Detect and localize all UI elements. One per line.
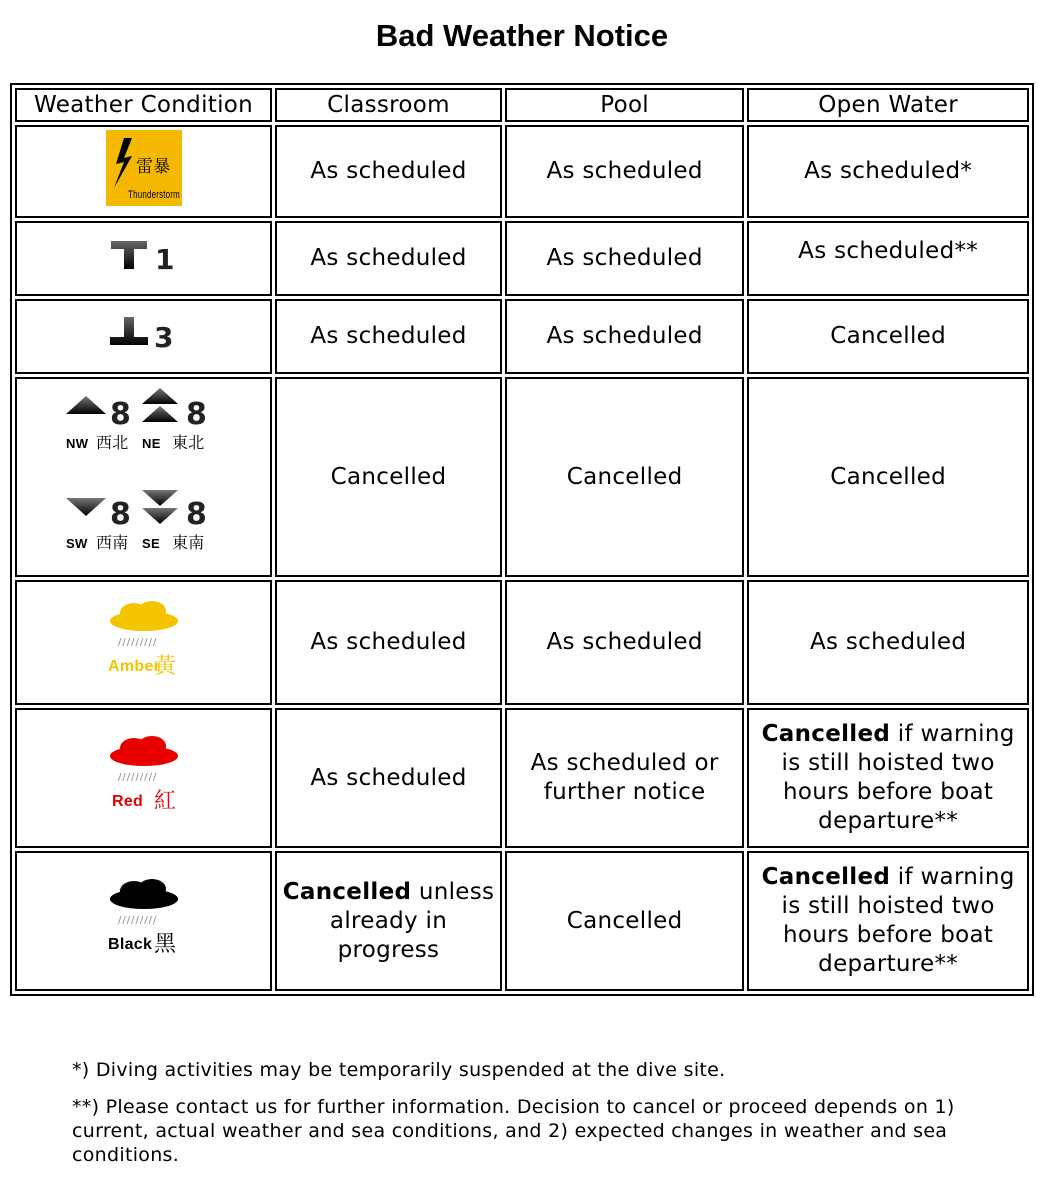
- signal-8-number: 8: [109, 496, 131, 532]
- table-row: [15, 221, 1029, 296]
- sw-triangle-icon: [66, 498, 106, 516]
- table-row: [15, 299, 1029, 374]
- signal-3-icon: [108, 315, 180, 354]
- open-water-cell: [747, 851, 1029, 991]
- black-en-label: Black: [107, 936, 152, 953]
- open-water-cell: [747, 708, 1029, 848]
- table-row: [15, 708, 1029, 848]
- svg-text://///////: /////////: [117, 636, 157, 648]
- amber-en-label: Amber: [107, 657, 160, 675]
- condition-cell: [15, 377, 272, 577]
- condition-text: departure**: [818, 951, 959, 977]
- ne-cn-label: 東北: [171, 432, 205, 452]
- classroom-cell: As scheduled: [275, 125, 502, 218]
- table-row: [15, 125, 1029, 218]
- signal-1-number: 1: [154, 242, 175, 276]
- signal-8-number: 8: [185, 496, 207, 532]
- se-label: SE: [141, 535, 160, 551]
- amber-cn-label: 黃: [153, 653, 176, 679]
- pool-cell: As scheduled: [505, 221, 744, 296]
- condition-cell: [15, 708, 272, 848]
- nw-label: NW: [65, 435, 88, 451]
- svg-text://///////: /////////: [117, 772, 157, 783]
- thunderstorm-en-label: Thunderstorm: [127, 188, 180, 201]
- open-water-cell: As scheduled*: [747, 125, 1029, 218]
- condition-text: hours before boat: [783, 779, 994, 805]
- footnote-1: *) Diving activities may be temporarily suspended at the dive site.: [72, 1059, 726, 1081]
- thunderstorm-warning-icon: [106, 130, 182, 206]
- condition-text: if warning: [890, 721, 1015, 747]
- classroom-cell: [275, 851, 502, 991]
- cancelled-text: Cancelled: [282, 878, 412, 905]
- condition-text: departure**: [818, 808, 959, 834]
- condition-text: if warning: [890, 864, 1015, 890]
- condition-cell: [15, 851, 272, 991]
- condition-cell: [15, 580, 272, 705]
- ne-triangle-icon: [142, 388, 178, 404]
- condition-text: already in: [329, 907, 448, 934]
- black-cn-label: 黑: [153, 932, 176, 957]
- red-cn-label: 紅: [153, 789, 176, 814]
- condition-cell: [15, 125, 272, 218]
- header-classroom: Classroom: [275, 88, 502, 122]
- black-rainstorm-icon: [104, 877, 184, 957]
- pool-cell: As scheduled: [505, 580, 744, 705]
- nw-triangle-icon: [66, 396, 106, 414]
- open-water-cell: As scheduled: [747, 580, 1029, 705]
- pool-text-line: As scheduled or: [530, 750, 719, 776]
- condition-cell: [15, 299, 272, 374]
- red-rainstorm-icon: [104, 734, 184, 814]
- page-title: Bad Weather Notice: [375, 18, 669, 53]
- se-triangle-icon: [142, 490, 178, 506]
- table-row: [15, 851, 1029, 991]
- pool-text-line: further notice: [543, 779, 706, 805]
- sw-cn-label: 西南: [95, 532, 129, 552]
- amber-rainstorm-icon: [104, 599, 184, 679]
- condition-text: is still hoisted two: [781, 750, 995, 776]
- table-header-row: [15, 88, 1029, 122]
- classroom-cell: As scheduled: [275, 299, 502, 374]
- table-row: [15, 580, 1029, 705]
- pool-cell: As scheduled: [505, 299, 744, 374]
- pool-cell: As scheduled: [505, 125, 744, 218]
- signal-1-icon: [109, 237, 179, 276]
- classroom-cell: As scheduled: [275, 708, 502, 848]
- classroom-cell: As scheduled: [275, 221, 502, 296]
- svg-text://///////: /////////: [117, 915, 157, 926]
- red-en-label: Red: [111, 793, 143, 810]
- se-cn-label: 東南: [171, 532, 205, 552]
- condition-text: progress: [337, 936, 440, 963]
- pool-cell: Cancelled: [505, 851, 744, 991]
- pool-cell: [505, 708, 744, 848]
- signal-8-number: 8: [185, 396, 207, 432]
- classroom-cell: As scheduled: [275, 580, 502, 705]
- open-water-cell: Cancelled: [747, 299, 1029, 374]
- nw-cn-label: 西北: [95, 432, 129, 452]
- weather-table: [10, 83, 1034, 996]
- signal-3-number: 3: [153, 320, 174, 354]
- condition-text: is still hoisted two: [781, 893, 995, 919]
- pool-cell: Cancelled: [505, 377, 744, 577]
- signal-8-number: 8: [109, 396, 131, 432]
- cancelled-text: Cancelled: [761, 721, 891, 747]
- header-weather-condition: Weather Condition: [15, 88, 272, 122]
- header-open-water: Open Water: [747, 88, 1029, 122]
- sw-label: SW: [65, 535, 88, 551]
- condition-cell: [15, 221, 272, 296]
- open-water-cell: As scheduled**: [747, 221, 1029, 296]
- footnote-2: **) Please contact us for further information. Decision to cancel or proceed depends on 1) current, actual weather and sea conditions, and 2) expected changes in weather and sea conditions.: [72, 1096, 955, 1166]
- open-water-cell: Cancelled: [747, 377, 1029, 577]
- header-pool: Pool: [505, 88, 744, 122]
- classroom-cell: Cancelled: [275, 377, 502, 577]
- table-row: [15, 377, 1029, 577]
- ne-label: NE: [141, 435, 161, 451]
- thunderstorm-cn-label: 雷暴: [135, 156, 171, 177]
- signal-8-icons: [64, 386, 224, 561]
- condition-text: hours before boat: [783, 922, 994, 948]
- condition-text: unless: [411, 878, 495, 905]
- cancelled-text: Cancelled: [761, 864, 891, 890]
